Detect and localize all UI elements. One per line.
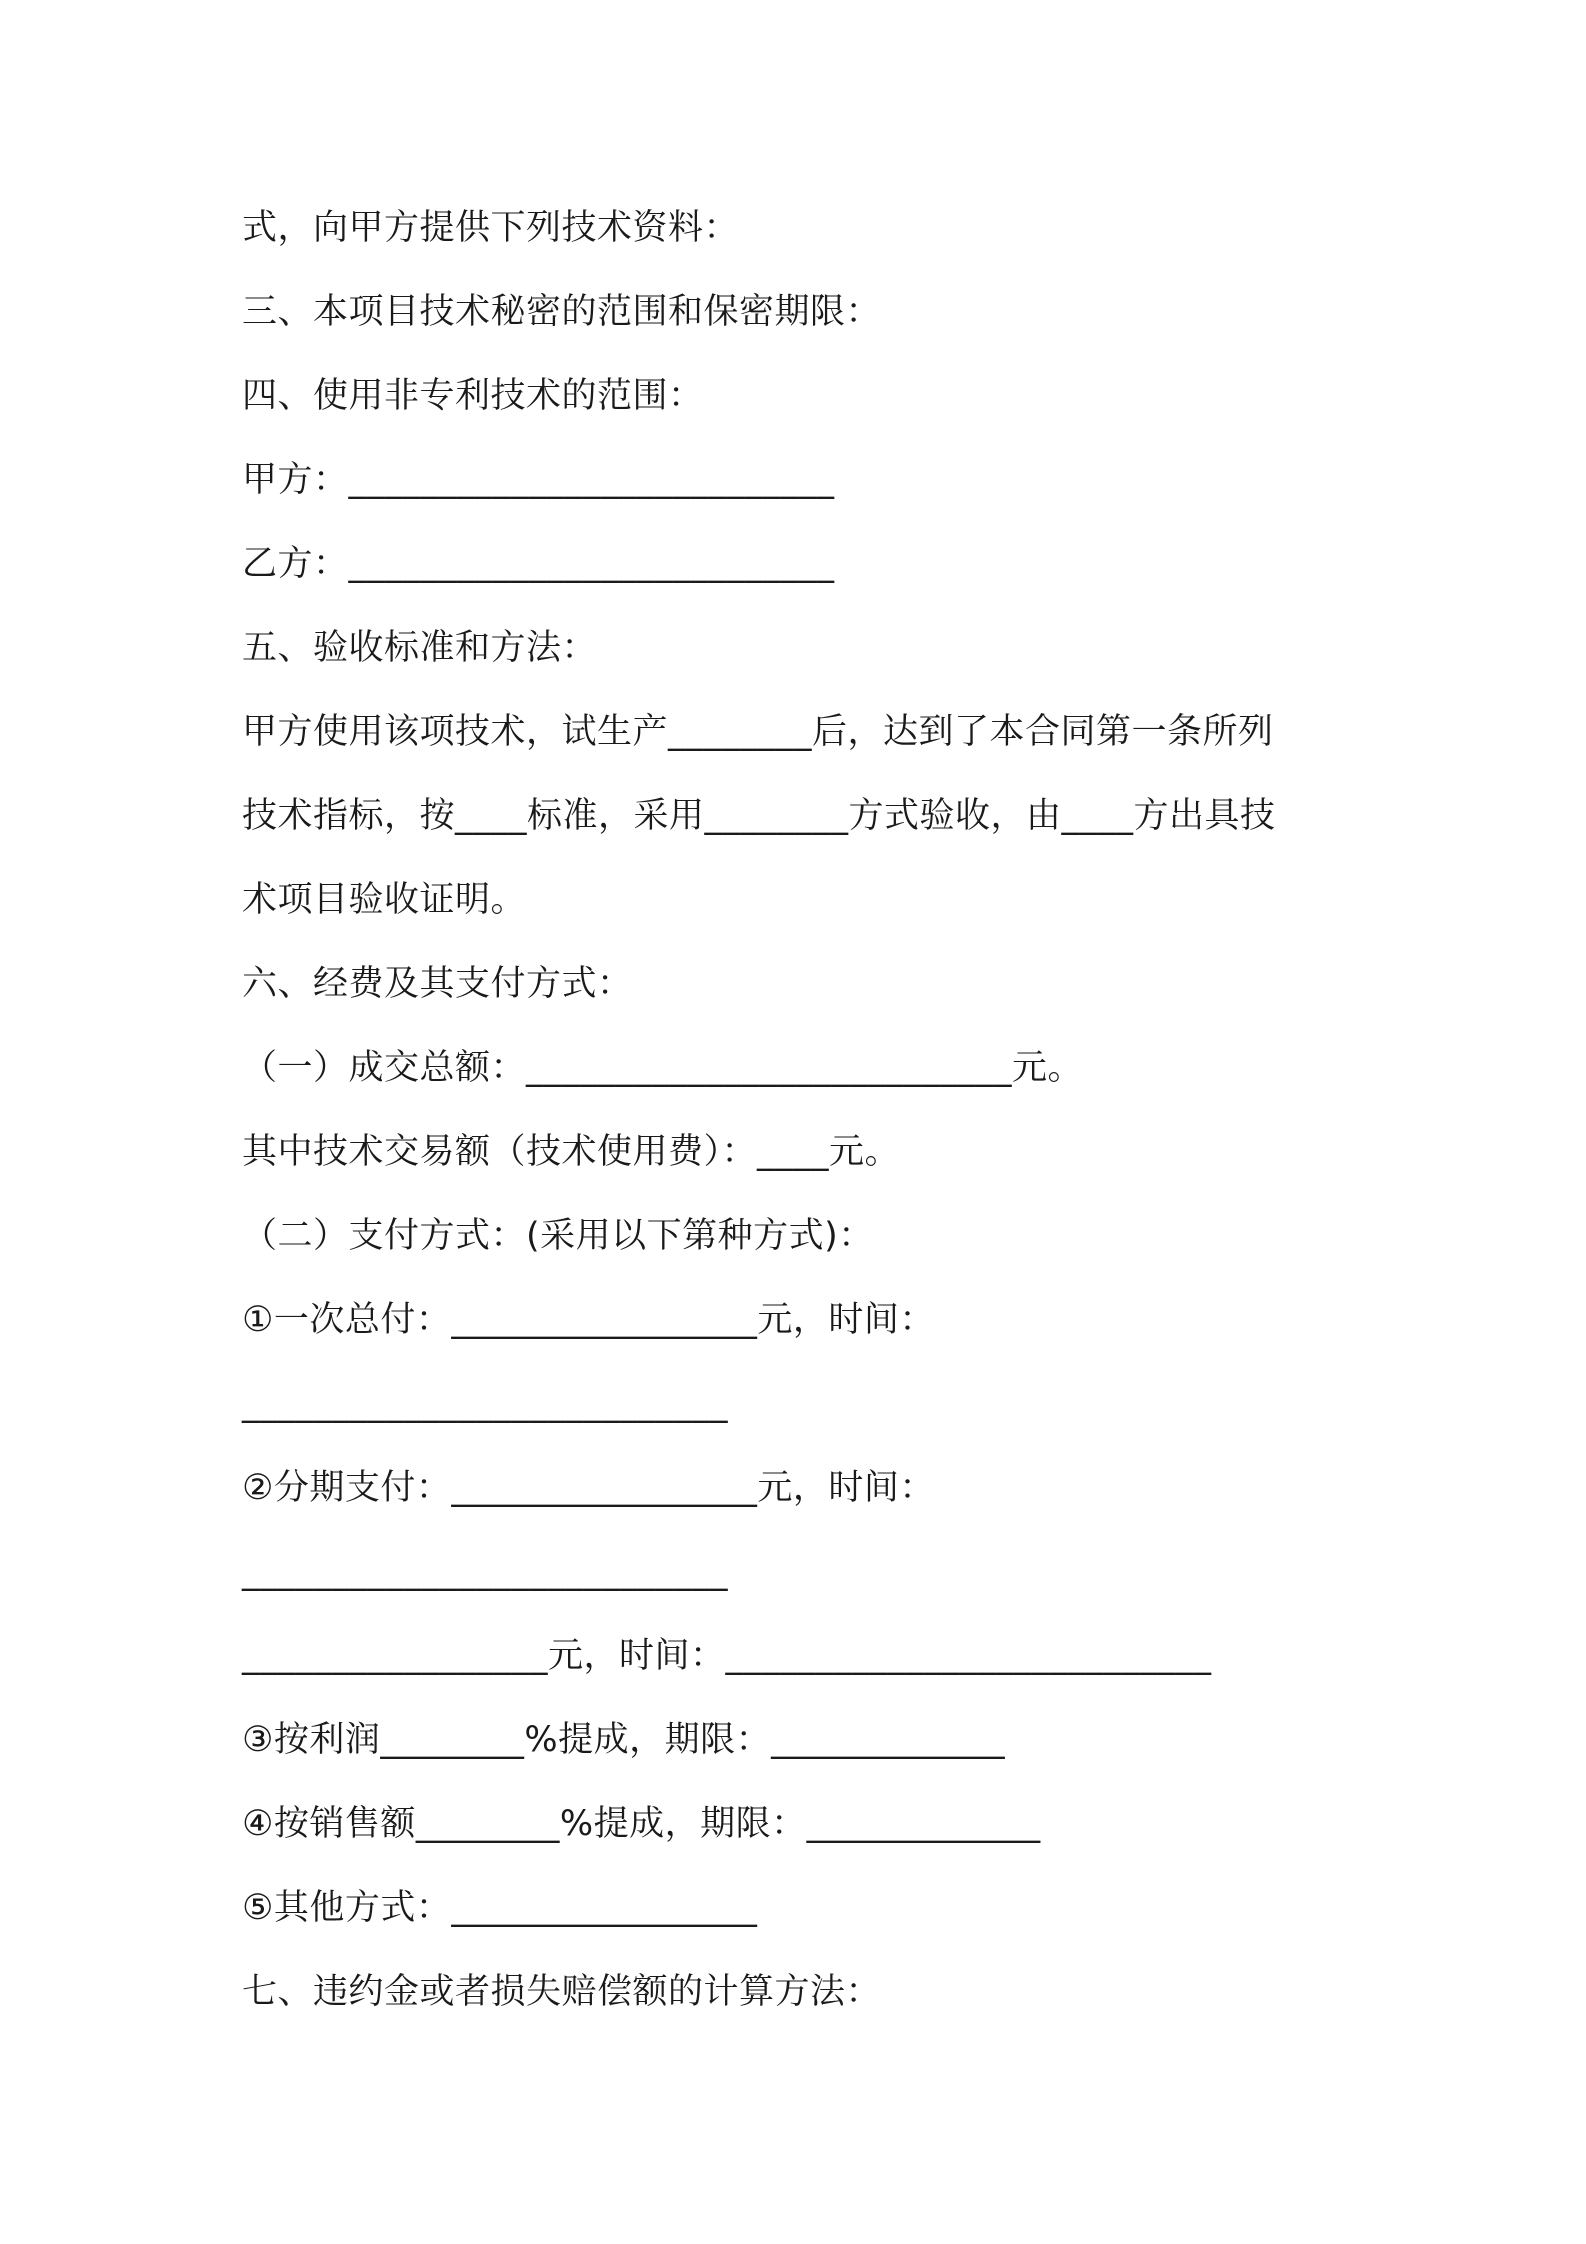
- total-amount-line: （一）成交总额：___________________________元。: [242, 1048, 1084, 1088]
- heading-section-7: 七、违约金或者损失赔偿额的计算方法：: [242, 1972, 882, 2012]
- acceptance-paragraph-line-1: 甲方使用该项技术，试生产________后，达到了本合同第一条所列: [242, 712, 1274, 752]
- technology-fee-line: 其中技术交易额（技术使用费）：____元。: [242, 1132, 901, 1172]
- text-line-technical-materials: 式，向甲方提供下列技术资料：: [242, 208, 740, 248]
- other-method-line: ⑤其他方式：_________________: [242, 1888, 758, 1928]
- party-b-blank: 乙方：___________________________: [242, 544, 835, 584]
- payment-method-line: （二）支付方式：(采用以下第种方式)：: [242, 1216, 874, 1256]
- profit-commission-line: ③按利润________%提成，期限：_____________: [242, 1720, 1006, 1760]
- acceptance-paragraph-line-3: 术项目验收证明。: [242, 880, 527, 920]
- heading-section-3: 三、本项目技术秘密的范围和保密期限：: [242, 292, 882, 332]
- party-a-blank: 甲方：___________________________: [242, 460, 835, 500]
- heading-section-6: 六、经费及其支付方式：: [242, 964, 633, 1004]
- installment-payment-line: ②分期支付：_________________元，时间：: [242, 1468, 935, 1508]
- sales-commission-line: ④按销售额________%提成，期限：_____________: [242, 1804, 1041, 1844]
- acceptance-paragraph-line-2: 技术指标，按____标准，采用________方式验收，由____方出具技: [242, 796, 1276, 836]
- heading-section-4: 四、使用非专利技术的范围：: [242, 376, 704, 416]
- lump-sum-payment-line: ①一次总付：_________________元，时间：: [242, 1300, 935, 1340]
- heading-section-5: 五、验收标准和方法：: [242, 628, 598, 668]
- lump-sum-time-blank: ___________________________: [242, 1384, 728, 1424]
- installment-time-blank: ___________________________: [242, 1552, 728, 1592]
- installment-second-line: _________________元，时间：___________________________: [242, 1636, 1212, 1676]
